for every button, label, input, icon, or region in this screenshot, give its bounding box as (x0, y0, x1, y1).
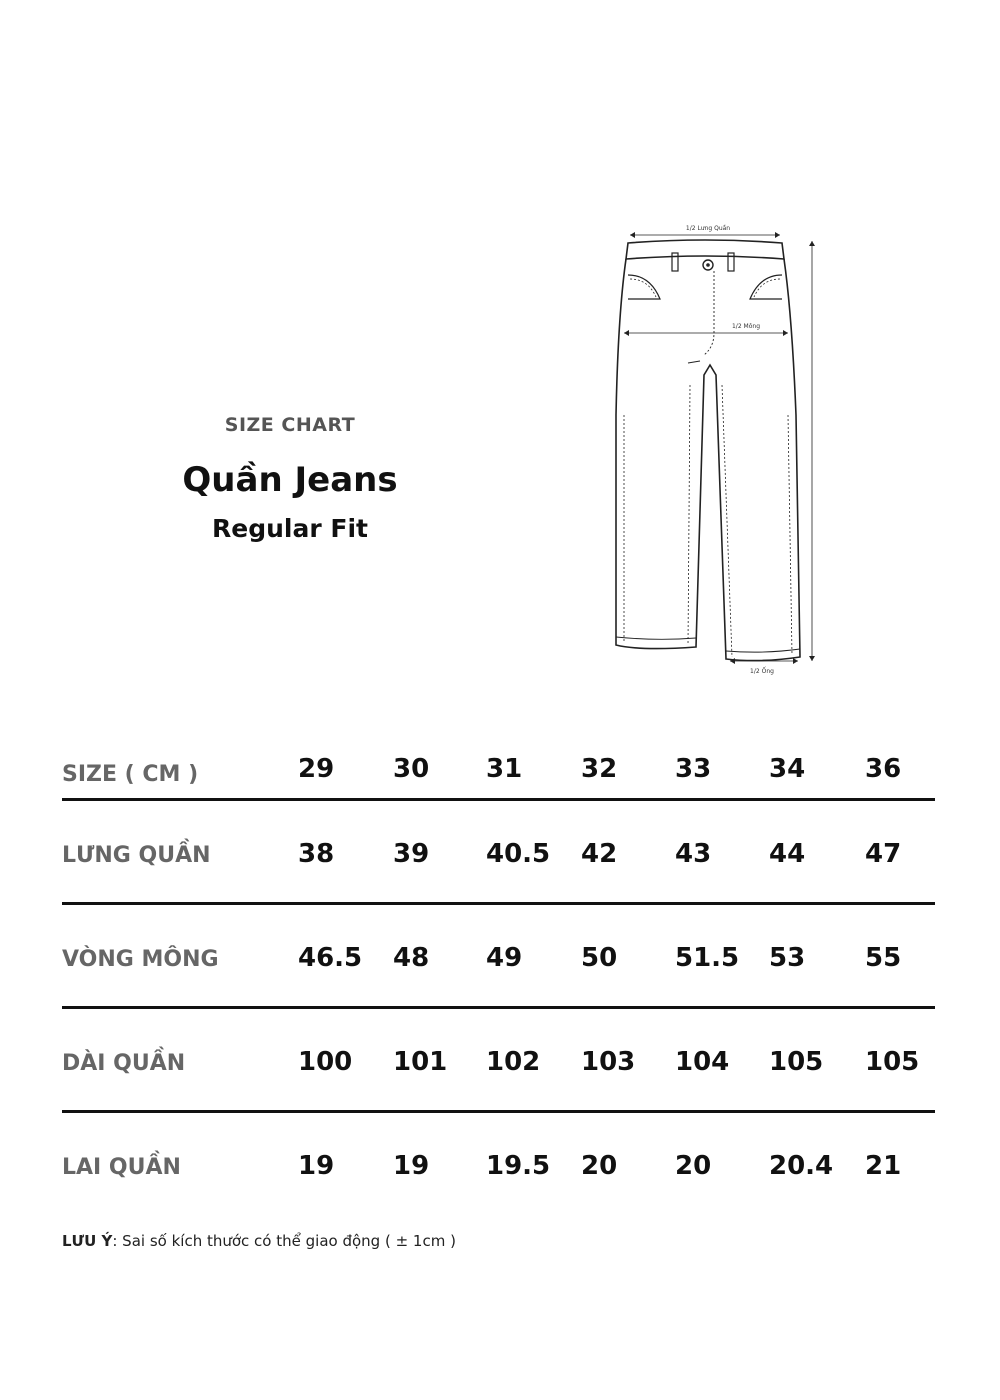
table-row-length (62, 1009, 935, 1113)
leg-opening-measure-label: 1/2 Ống (750, 668, 774, 675)
table-row-hem (62, 1113, 935, 1217)
pocket-right (750, 275, 782, 299)
jeans-body-outline (616, 259, 800, 661)
row-label: VÒNG MÔNG (62, 947, 219, 972)
waist-measure-label: 1/2 Lưng Quần (685, 225, 731, 232)
value-cell: 20 (581, 1151, 618, 1181)
value-cell: 21 (865, 1151, 902, 1181)
size-cell: 31 (486, 754, 523, 784)
size-cell: 30 (393, 754, 430, 784)
value-cell: 105 (769, 1047, 824, 1077)
row-label: DÀI QUẦN (62, 1051, 186, 1076)
value-cell: 55 (865, 943, 902, 973)
pocket-left (628, 275, 660, 299)
value-cell: 101 (393, 1047, 448, 1077)
table-header-row (62, 748, 935, 801)
value-cell: 19.5 (486, 1151, 551, 1181)
jeans-diagram (600, 215, 840, 685)
waistband-outline (626, 240, 784, 259)
value-cell: 44 (769, 839, 806, 869)
fly-stitch (704, 271, 714, 355)
value-cell: 40.5 (486, 839, 551, 869)
value-cell: 50 (581, 943, 618, 973)
tolerance-note (62, 1232, 456, 1250)
value-cell: 20.4 (769, 1151, 834, 1181)
hip-measure-label: 1/2 Mông (731, 323, 761, 330)
value-cell: 105 (865, 1047, 920, 1077)
note-label: LƯU Ý (62, 1232, 113, 1250)
value-cell: 104 (675, 1047, 730, 1077)
value-cell: 47 (865, 839, 902, 869)
size-cell: 36 (865, 754, 902, 784)
note-text: : Sai số kích thước có thể giao động ( ± 1cm ) (112, 1232, 456, 1250)
value-cell: 46.5 (298, 943, 363, 973)
value-cell: 102 (486, 1047, 541, 1077)
value-cell: 100 (298, 1047, 353, 1077)
value-cell: 103 (581, 1047, 636, 1077)
size-cell: 33 (675, 754, 712, 784)
size-header-label: SIZE ( CM ) (62, 762, 199, 787)
value-cell: 38 (298, 839, 335, 869)
row-label: LƯNG QUẦN (62, 843, 211, 868)
value-cell: 48 (393, 943, 430, 973)
table-row-waist (62, 801, 935, 905)
page-title: Quần Jeans (182, 460, 398, 500)
size-table (62, 748, 935, 1217)
size-chart-eyebrow: SIZE CHART (224, 414, 356, 436)
value-cell: 43 (675, 839, 712, 869)
value-cell: 42 (581, 839, 618, 869)
value-cell: 51.5 (675, 943, 740, 973)
size-cell: 29 (298, 754, 335, 784)
size-cell: 34 (769, 754, 806, 784)
value-cell: 39 (393, 839, 430, 869)
row-label: LAI QUẦN (62, 1155, 181, 1180)
value-cell: 20 (675, 1151, 712, 1181)
value-cell: 53 (769, 943, 806, 973)
value-cell: 49 (486, 943, 523, 973)
value-cell: 19 (298, 1151, 335, 1181)
value-cell: 19 (393, 1151, 430, 1181)
size-cell: 32 (581, 754, 618, 784)
fit-subtitle: Regular Fit (212, 514, 368, 543)
table-row-hip (62, 905, 935, 1009)
